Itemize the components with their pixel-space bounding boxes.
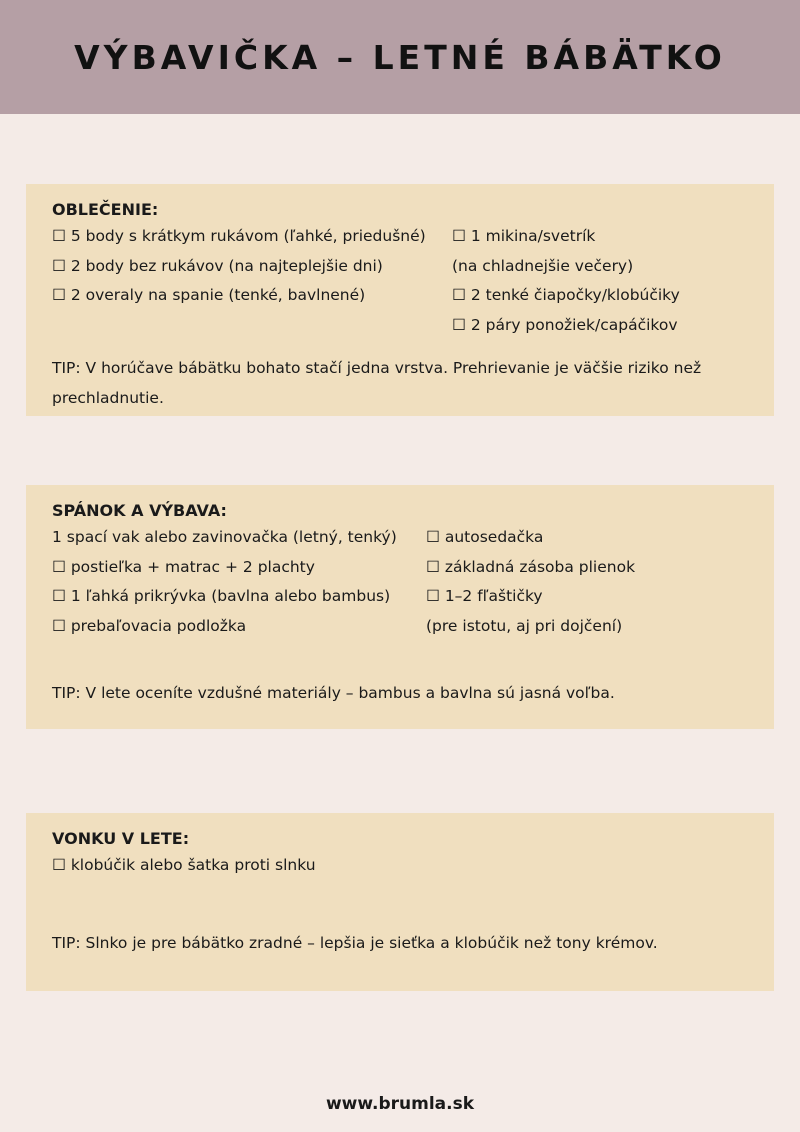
checklist-item: ☐ 2 tenké čiapočky/klobúčiky [452,286,680,304]
checklist-item: ☐ základná zásoba plienok [426,557,636,576]
section-outdoors [26,813,774,991]
tip-text: TIP: Slnko je pre bábätko zradné – lepšia je sieťka a klobúčik než tony krémov. [52,933,658,952]
checklist-item: ☐ 1 ľahká prikrývka (bavlna alebo bambus) [52,587,391,605]
checklist-item: ☐ 1 mikina/svetrík [452,227,596,245]
checklist-item: ☐ postieľka + matrac + 2 plachty [52,557,315,576]
checklist-item: ☐ 5 body s krátkym rukávom (ľahké, priedušné) [52,227,426,245]
checklist-item: ☐ 1–2 fľaštičky [426,587,543,605]
checklist-left [52,222,452,340]
footer-website: www.brumla.sk [325,1094,475,1114]
checklist-note: (na chladnejšie večery) [452,256,634,275]
section-clothing [26,184,774,416]
checklist-item: ☐ prebaľovacia podložka [52,616,247,635]
header-banner [0,0,800,114]
tip-text: TIP: V horúčave bábätku bohato stačí jedna vrstva. Prehrievanie je väčšie riziko než prechladnutie. [52,359,702,407]
checklist-right [452,222,680,340]
checklist-right [426,523,635,641]
section-heading: SPÁNOK A VÝBAVA: [52,501,227,520]
section-sleep-gear [26,485,774,729]
checklist-item: ☐ 2 páry ponožiek/capáčikov [452,315,678,334]
section-heading: VONKU V LETE: [52,829,190,848]
tip-text: TIP: V lete oceníte vzdušné materiály – bambus a bavlna sú jasná voľba. [52,684,615,702]
checklist-left [52,523,426,641]
checklist-item: ☐ 2 overaly na spanie (tenké, bavlnené) [52,286,366,304]
checklist-note: (pre istotu, aj pri dojčení) [426,616,623,635]
checklist-columns [52,523,750,641]
checklist-item: 1 spací vak alebo zavinovačka (letný, tenký) [52,528,397,546]
checklist-item: ☐ 2 body bez rukávov (na najteplejšie dni) [52,256,383,275]
checklist-item: ☐ autosedačka [426,528,544,546]
checklist-columns [52,222,750,340]
section-heading: OBLEČENIE: [52,200,159,219]
checklist-item: ☐ klobúčik alebo šatka proti slnku [52,856,316,874]
page-title: VÝBAVIČKA – LETNÉ BÁBÄTKO [74,37,726,77]
